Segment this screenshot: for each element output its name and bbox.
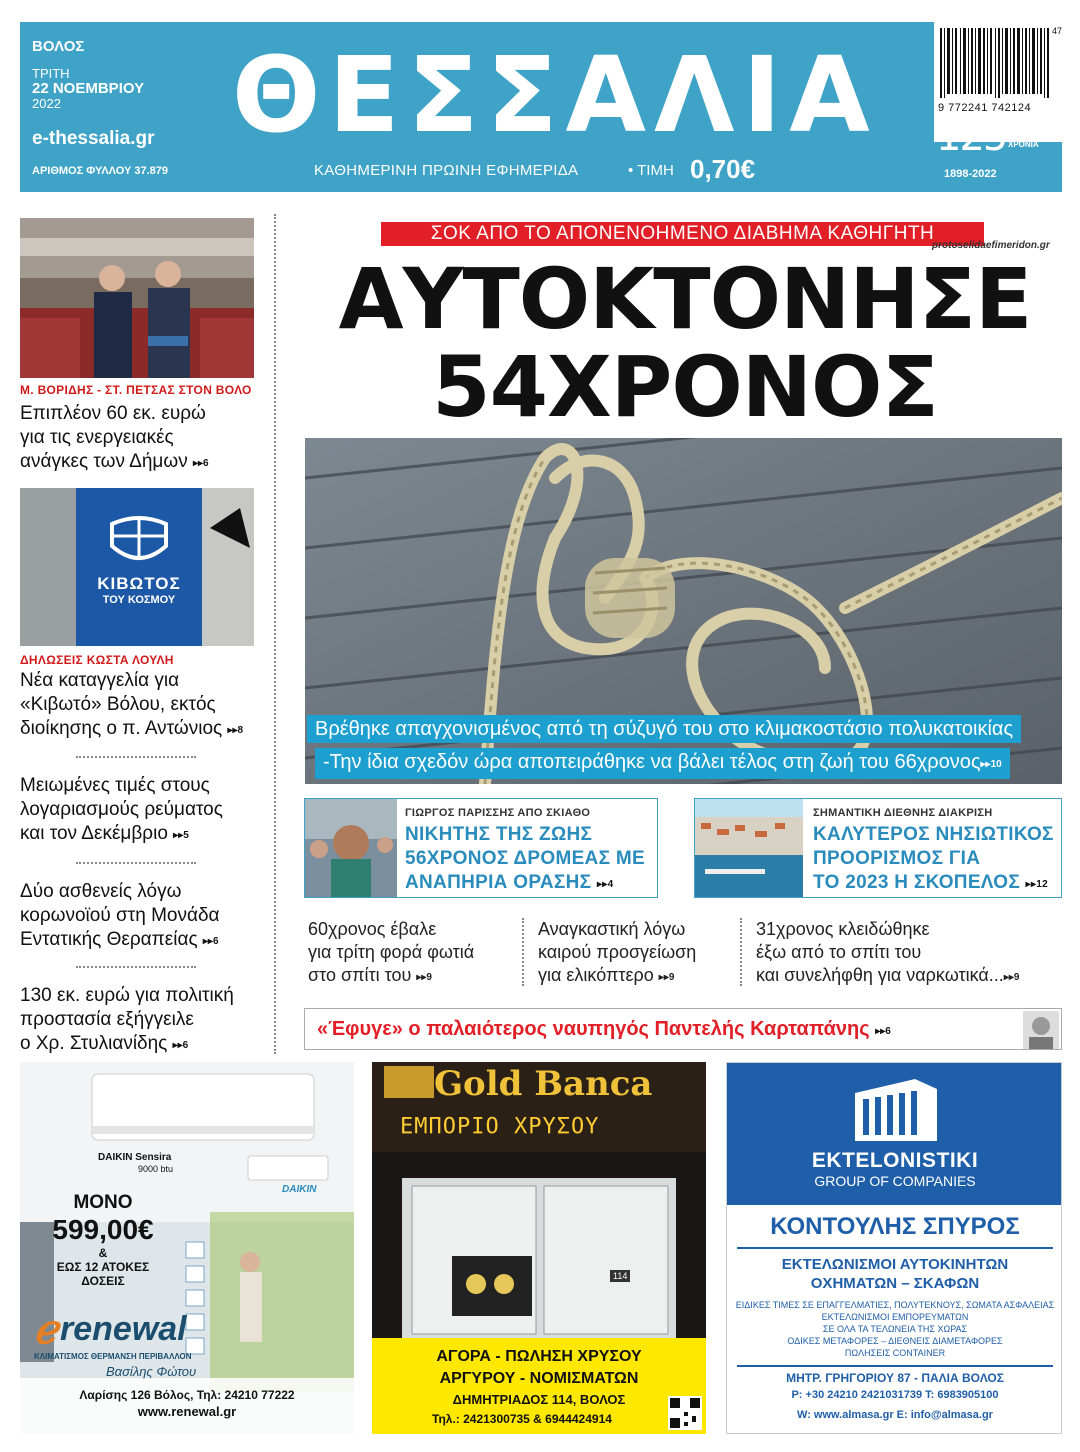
daikin-product: DAIKIN Sensira bbox=[98, 1152, 172, 1163]
ekt-details: ΕΙΔΙΚΕΣ ΤΙΜΕΣ ΣΕ ΕΠΑΓΓΕΛΜΑΤΙΕΣ, ΠΟΛΥΤΕΚΝΟΥΣ, ΣΩΜΑΤΑ ΑΣΦΑΛΕΙΑΣ ΕΚΤΕΛΩΝΙΣΜΟΙ ΕΜΠΟΡΕΥΜΑΤΩΝ ΣΕ ΟΛΑ ΤΑ ΤΕΛΩΝΕΙΑ ΤΗΣ ΧΩΡΑΣ ΟΔΙΚΕΣ ΜΕΤΑΦΟΡΕΣ – ΔΙΕΘΝΕΙΣ ΔΙΑΜΕΤΑΦΟΡΕΣ ΠΩΛΗΣΕΙΣ CONTAINER bbox=[735, 1300, 1055, 1358]
lead-headline[interactable]: ΑΥΤΟΚΤΟΝΗΣΕ 54ΧΡΟΝΟΣ bbox=[338, 250, 1032, 436]
obituary-portrait bbox=[1023, 1011, 1059, 1049]
barcode-digits: 9 772241 742124 bbox=[938, 102, 1032, 114]
lead-kicker: ΣΟΚ ΑΠΟ ΤΟ ΑΠΟΝΕΝΟΗΜΕΝΟ ΔΙΑΒΗΜΑ ΚΑΘΗΓΗΤΗ bbox=[381, 222, 984, 246]
ekt-logo-icon bbox=[855, 1079, 937, 1141]
page-ref-arrow-icon: ▸▸ bbox=[202, 936, 213, 947]
ekt-brand: EKTELONISTIKI bbox=[811, 1149, 979, 1172]
ad-gold-banca[interactable] bbox=[372, 1062, 706, 1434]
renewal-tagline: ΚΛΙΜΑΤΙΣΜΟΣ ΘΕΡΜΑΝΣΗ ΠΕΡΙΒΑΛΛΟΝ bbox=[34, 1352, 192, 1361]
divider bbox=[737, 1365, 1053, 1367]
page-ref-arrow-icon: ▸▸ bbox=[1025, 879, 1037, 890]
newspaper-title: ΘΕΣΣΑΛΙΑ bbox=[232, 34, 878, 156]
page-ref-arrow-icon: ▸▸ bbox=[596, 879, 608, 890]
divider bbox=[737, 1247, 1053, 1249]
qr-code-icon bbox=[668, 1396, 702, 1430]
masthead bbox=[20, 22, 1062, 192]
daikin-btu: 9000 btu bbox=[138, 1164, 174, 1174]
page-ref-arrow-icon: ▸▸ bbox=[875, 1026, 886, 1037]
ekt-address: ΜΗΤΡ. ΓΡΗΓΟΡΙΟΥ 87 - ΠΑΛΙΑ ΒΟΛΟΣ bbox=[786, 1371, 1004, 1385]
skopelos-photo bbox=[695, 799, 803, 897]
masthead-issue: ΑΡΙΘΜΟΣ ΦΥΛΛΟΥ 37.879 bbox=[32, 165, 168, 177]
page-ref-arrow-icon: ▸▸ bbox=[173, 830, 184, 841]
gold-phone: Τηλ.: 2421300735 & 6944424914 bbox=[432, 1412, 612, 1426]
kivotos-sign: ΚΙΒΩΤΟΣ ΤΟΥ ΚΟΣΜΟΥ bbox=[97, 574, 181, 606]
daikin-logo: DAIKIN bbox=[282, 1184, 317, 1195]
divider bbox=[740, 918, 742, 986]
gold-services: ΑΓΟΡΑ - ΠΩΛΗΣΗ ΧΡΥΣΟΥ ΑΡΓΥΡΟΥ - ΝΟΜΙΣΜΑΤΩΝ bbox=[436, 1348, 642, 1387]
sidebar-story[interactable]: 130 εκ. ευρώ για πολιτική προστασία εξήγγειλε ο Χρ. Στυλιανίδης ▸▸6 bbox=[20, 985, 234, 1054]
brief-story[interactable]: Αναγκαστική λόγω καιρού προσγείωση για ελικόπτερο ▸▸9 bbox=[538, 919, 697, 985]
divider bbox=[76, 862, 196, 864]
page-ref-arrow-icon: ▸▸ bbox=[227, 725, 238, 736]
anniversary-years: 1898-2022 bbox=[944, 168, 997, 180]
page-ref-arrow-icon: ▸▸ bbox=[658, 972, 669, 983]
divider bbox=[522, 918, 524, 986]
renewal-logo: renewal bbox=[60, 1310, 187, 1348]
renewal-address: Λαρίσης 126 Βόλος, Τηλ: 24210 77222 bbox=[79, 1388, 295, 1402]
page-ref-arrow-icon: ▸▸ bbox=[1003, 972, 1014, 983]
price: 0,70€ bbox=[690, 154, 756, 184]
gold-logo: Gold Banca bbox=[434, 1064, 653, 1104]
gold-sign: ΕΜΠΟΡΙΟ ΧΡΥΣΟΥ bbox=[400, 1114, 600, 1139]
sidebar-story[interactable]: Επιπλέον 60 εκ. ευρώ για τις ενεργειακές ανάγκες των Δήμων ▸▸6 bbox=[20, 403, 209, 472]
sidebar-kicker: Μ. ΒΟΡΙΔΗΣ - ΣΤ. ΠΕΤΣΑΣ ΣΤΟΝ ΒΟΛΟ bbox=[20, 383, 252, 397]
page-ref-arrow-icon: ▸▸ bbox=[172, 1040, 183, 1051]
sidebar-story[interactable]: Δύο ασθενείς λόγω κορωνοϊού στη Μονάδα Εντατικής Θεραπείας ▸▸6 bbox=[20, 881, 220, 950]
masthead-date: ΤΡΙΤΗ 22 ΝΟΕΜΒΡΙΟΥ 2022 bbox=[32, 66, 145, 111]
price-label: • ΤΙΜΗ bbox=[628, 162, 674, 179]
page-ref-arrow-icon: ▸▸ bbox=[980, 759, 991, 770]
lead-caption-2: -Την ίδια σχεδόν ώρα αποπειράθηκε να βάλει τέλος στη ζωή του 66χρονος▸▸10 bbox=[315, 748, 1010, 779]
renewal-web[interactable]: www.renewal.gr bbox=[137, 1404, 237, 1419]
brief-story[interactable]: 31χρονος κλειδώθηκε έξω από το σπίτι του και συνελήφθη για ναρκωτικά...▸▸9 bbox=[756, 919, 1020, 985]
sidebar-story[interactable]: Νέα καταγγελία για «Κιβωτό» Βόλου, εκτός διοίκησης ο π. Αντώνιος ▸▸8 bbox=[20, 670, 244, 739]
masthead-city: ΒΟΛΟΣ bbox=[32, 38, 85, 55]
renewal-logo-icon: ℯ bbox=[34, 1308, 58, 1352]
barcode-bars bbox=[934, 22, 1062, 114]
masthead-website[interactable]: e-thessalia.gr bbox=[32, 128, 155, 149]
divider bbox=[76, 966, 196, 968]
runner-photo bbox=[305, 799, 397, 897]
sidebar-kicker: ΔΗΛΩΣΕΙΣ ΚΩΣΤΑ ΛΟΥΛΗ bbox=[20, 653, 174, 667]
renewal-owner: Βασίλης Φώτου bbox=[106, 1364, 197, 1379]
sidebar-photo-kivotos bbox=[20, 488, 254, 646]
ekt-group: GROUP OF COMPANIES bbox=[814, 1173, 976, 1189]
ad-ektelonistiki[interactable] bbox=[726, 1062, 1062, 1434]
sidebar-story[interactable]: Μειωμένες τιμές στους λογαριασμούς ρεύματος και τον Δεκέμβριο ▸▸5 bbox=[20, 775, 223, 844]
ekt-phones: P: +30 24210 2421031739 T: 6983905100 bbox=[791, 1389, 999, 1401]
page-ref-arrow-icon: ▸▸ bbox=[416, 972, 427, 983]
obituary-bar[interactable] bbox=[304, 1008, 1062, 1050]
sidebar-photo-politicians bbox=[20, 218, 254, 378]
barcode-issue: 47 bbox=[1052, 26, 1063, 36]
story-box-skopelos[interactable]: ΣΗΜΑΝΤΙΚΗ ΔΙΕΘΝΗΣ ΔΙΑΚΡΙΣΗ ΚΑΛΥΤΕΡΟΣ ΝΗΣΙΩΤΙΚΟΣ ΠΡΟΟΡΙΣΜΟΣ ΓΙΑ ΤΟ 2023 Η ΣΚΟΠΕΛΟΣ ▸▸12 bbox=[694, 798, 1062, 898]
daikin-offer: ΜΟΝΟ 599,00€ & ΕΩΣ 12 ΑΤΟΚΕΣ ΔΟΣΕΙΣ bbox=[52, 1192, 154, 1288]
door-number: 114 bbox=[610, 1270, 630, 1282]
page-ref-arrow-icon: ▸▸ bbox=[193, 458, 204, 469]
ekt-person: ΚΟΝΤΟΥΛΗΣ ΣΠΥΡΟΣ bbox=[770, 1213, 1020, 1240]
watermark: protoselidaefimeridon.gr bbox=[932, 240, 1050, 251]
ekt-services: ΕΚΤΕΛΩΝΙΣΜΟΙ ΑΥΤΟΚΙΝΗΤΩΝ ΟΧΗΜΑΤΩΝ – ΣΚΑΦΩΝ bbox=[781, 1256, 1009, 1292]
masthead-subtitle: ΚΑΘΗΜΕΡΙΝΗ ΠΡΩΙΝΗ ΕΦΗΜΕΡΙΔΑ bbox=[314, 162, 579, 179]
ekt-web[interactable]: W: www.almasa.gr E: info@almasa.gr bbox=[797, 1409, 993, 1421]
ad-daikin[interactable] bbox=[20, 1062, 354, 1434]
anniversary-number: 125 bbox=[936, 114, 1007, 160]
brief-story[interactable]: 60χρονος έβαλε για τρίτη φορά φωτιά στο σπίτι του ▸▸9 bbox=[308, 919, 475, 985]
anniversary-word: ΧΡΟΝΙΑ bbox=[1008, 140, 1039, 149]
lead-caption-1: Βρέθηκε απαγχονισμένος από τη σύζυγό του στο κλιμακοστάσιο πολυκατοικίας bbox=[307, 715, 1021, 743]
gold-address: ΔΗΜΗΤΡΙΑΔΟΣ 114, ΒΟΛΟΣ bbox=[452, 1392, 626, 1407]
story-box-runner[interactable]: ΓΙΩΡΓΟΣ ΠΑΡΙΣΣΗΣ ΑΠΟ ΣΚΙΑΘΟ ΝΙΚΗΤΗΣ ΤΗΣ ΖΩΗΣ 56ΧΡΟΝΟΣ ΔΡΟΜΕΑΣ ΜΕ ΑΝΑΠΗΡΙΑ ΟΡΑΣΗΣ ▸▸4 bbox=[304, 798, 658, 898]
divider bbox=[76, 756, 196, 758]
obituary-text: «Έφυγε» ο παλαιότερος ναυπηγός Παντελής Καρταπάνης ▸▸6 bbox=[317, 1018, 891, 1040]
sidebar-divider bbox=[274, 214, 276, 1054]
